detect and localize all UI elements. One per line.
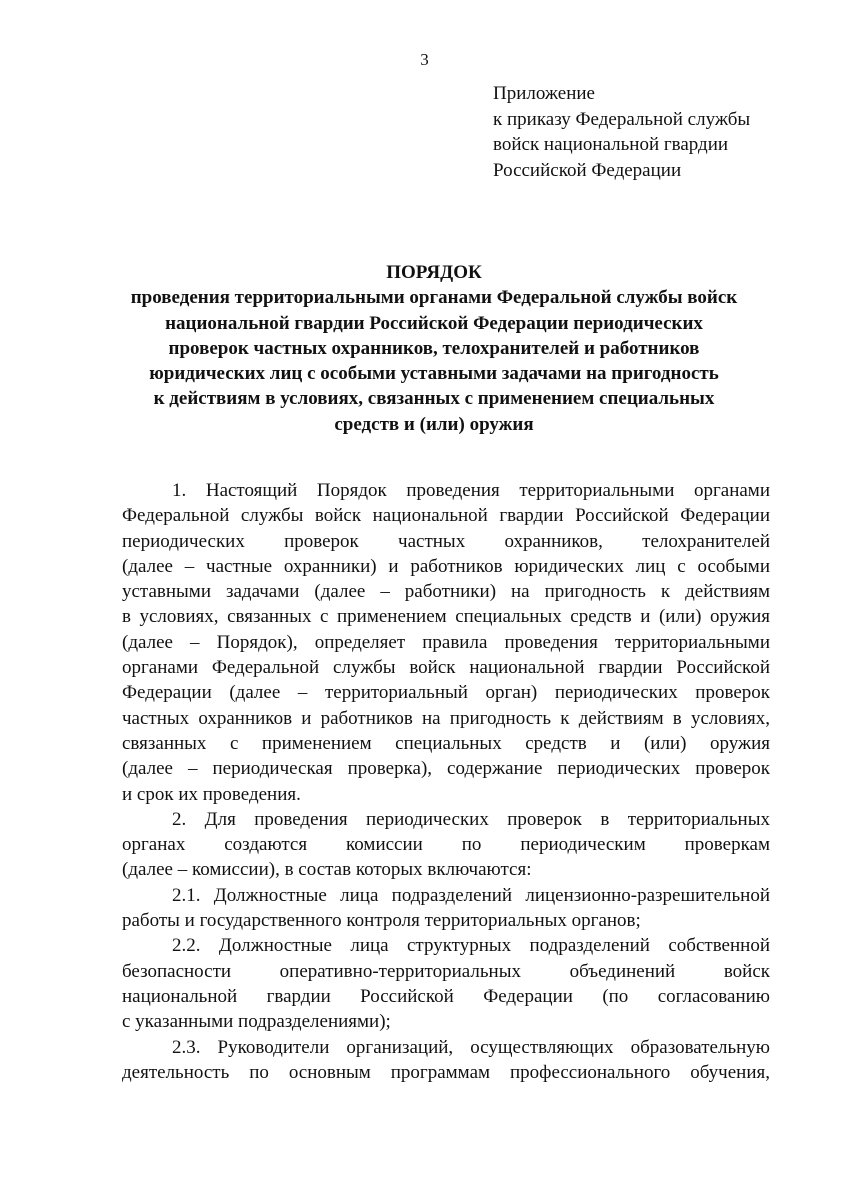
text-line: 1. Настоящий Порядок проведения территориальными органами bbox=[172, 480, 770, 501]
appendix-header bbox=[493, 81, 750, 183]
page-number: 3 bbox=[420, 50, 429, 69]
title-heading: ПОРЯДОК bbox=[386, 262, 482, 283]
text-line: 2.1. Должностные лица подразделений лицензионно-разрешительной bbox=[172, 884, 770, 906]
text-line: с указанными подразделениями); bbox=[122, 1011, 391, 1033]
text-line: 2.3. Руководители организаций, осуществляющих образовательную bbox=[172, 1036, 770, 1058]
appendix-line: Российской Федерации bbox=[493, 159, 682, 181]
text-line: работы и государственного контроля территориальных органов; bbox=[122, 910, 641, 932]
paragraph-2-3 bbox=[122, 1035, 770, 1086]
text-line: (далее – комиссии), в состав которых включаются: bbox=[122, 859, 532, 881]
text-line: в условиях, связанных с применением специальных средств и (или) оружия bbox=[122, 606, 770, 628]
text-line: периодических проверок частных охранников, телохранителей bbox=[122, 530, 770, 552]
text-line: органами Федеральной службы войск национальной гвардии Российской bbox=[122, 657, 770, 679]
appendix-line: войск национальной гвардии bbox=[493, 134, 729, 155]
title-subtitle-line: юридических лиц с особыми уставными задачами на пригодность bbox=[149, 363, 719, 385]
title-subtitle-line: проведения территориальными органами Федеральной службы войск bbox=[130, 287, 738, 309]
paragraph-2-1 bbox=[122, 883, 770, 934]
paragraph-1 bbox=[122, 478, 770, 807]
text-line: частных охранников и работников на пригодность к действиям в условиях, bbox=[122, 707, 770, 729]
appendix-line: Приложение bbox=[493, 83, 595, 104]
text-line: Федеральной службы войск национальной гвардии Российской Федерации bbox=[122, 505, 770, 527]
text-line: деятельность по основным программам профессионального обучения, bbox=[122, 1061, 770, 1083]
paragraph-2 bbox=[122, 807, 770, 883]
appendix-line: к приказу Федеральной службы bbox=[493, 108, 751, 130]
text-line: Федерации (далее – территориальный орган) периодических проверок bbox=[122, 682, 770, 704]
document-title bbox=[100, 260, 768, 437]
paragraph-2-2 bbox=[122, 933, 770, 1034]
text-line: связанных с применением специальных средств и (или) оружия bbox=[122, 732, 770, 754]
document-body bbox=[122, 478, 770, 1085]
text-line: и срок их проведения. bbox=[122, 783, 301, 805]
text-line: безопасности оперативно-территориальных объединений войск bbox=[122, 960, 770, 982]
text-line: национальной гвардии Российской Федерации (по согласованию bbox=[122, 985, 770, 1007]
title-subtitle-line: национальной гвардии Российской Федерации периодических bbox=[165, 312, 703, 334]
title-subtitle-line: проверок частных охранников, телохранителей и работников bbox=[168, 337, 700, 359]
text-line: органах создаются комиссии по периодическим проверкам bbox=[122, 834, 770, 856]
text-line: (далее – частные охранники) и работников юридических лиц с особыми bbox=[122, 555, 770, 577]
text-line: 2. Для проведения периодических проверок в территориальных bbox=[172, 808, 770, 830]
title-subtitle-line: средств и (или) оружия bbox=[334, 413, 534, 435]
text-line: уставными задачами (далее – работники) на пригодность к действиям bbox=[122, 581, 770, 603]
text-line: (далее – Порядок), определяет правила проведения территориальными bbox=[122, 631, 770, 653]
title-subtitle-line: к действиям в условиях, связанных с применением специальных bbox=[153, 388, 715, 410]
text-line: 2.2. Должностные лица структурных подразделений собственной bbox=[172, 935, 770, 957]
text-line: (далее – периодическая проверка), содержание периодических проверок bbox=[122, 758, 770, 780]
